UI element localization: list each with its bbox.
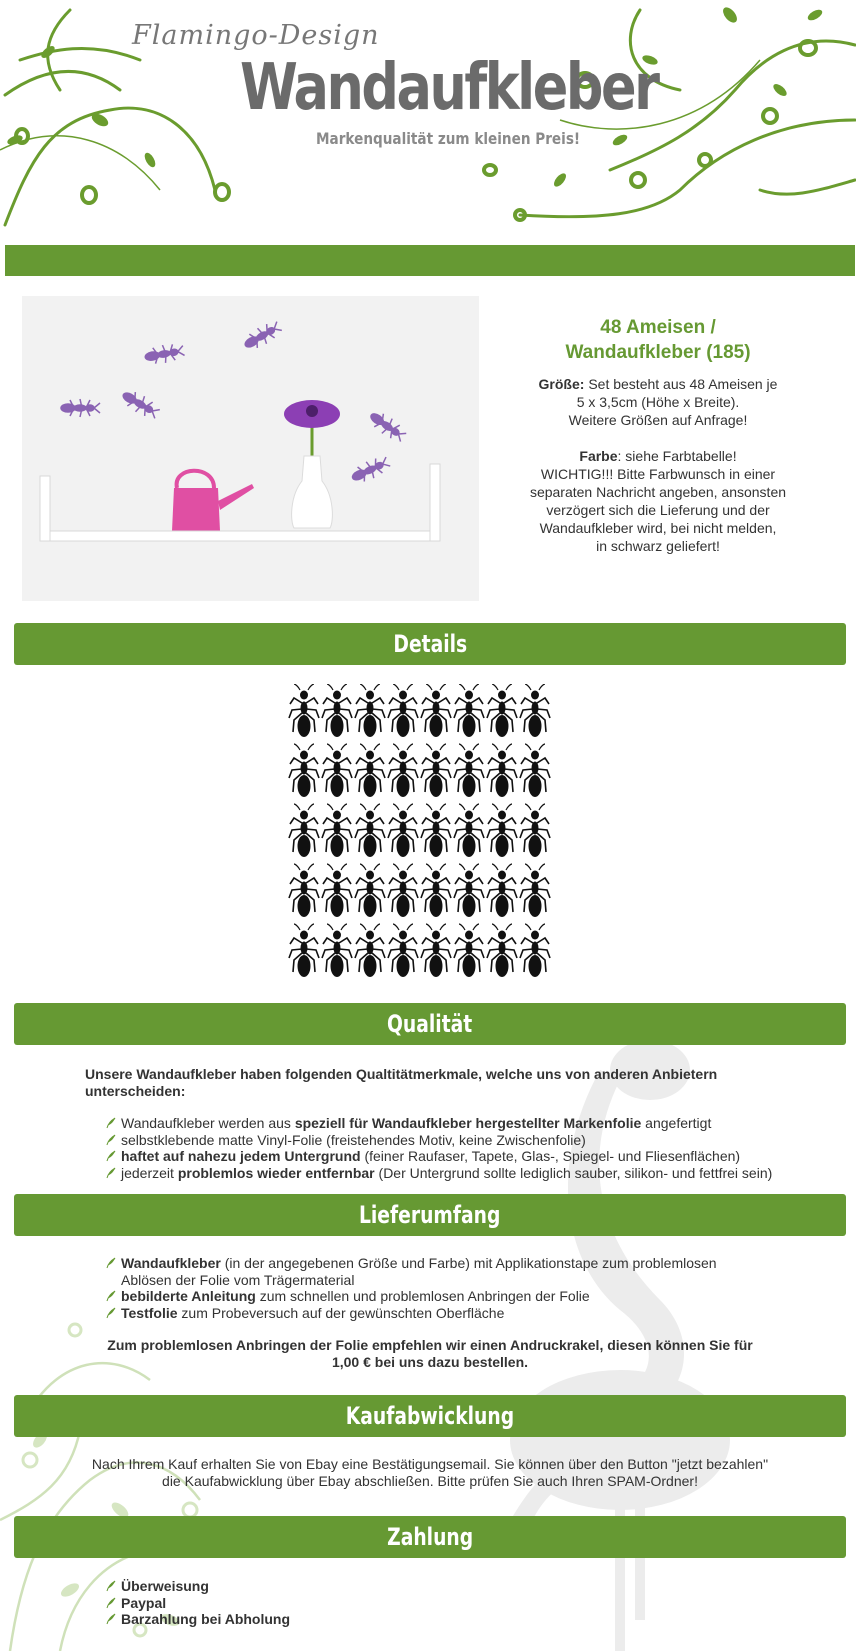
payment-list	[105, 1578, 505, 1628]
ant-sticker	[421, 744, 451, 797]
item-text: Wandaufkleber werden aus	[121, 1115, 295, 1131]
ant-sticker	[322, 684, 352, 737]
top-green-bar	[5, 245, 855, 276]
color-description	[510, 447, 806, 555]
item-text: zum schnellen und problemlosen Anbringen der Folie	[255, 1288, 590, 1304]
list-item	[105, 1165, 845, 1182]
section-title-zahlung: Zahlung	[386, 1523, 473, 1551]
leaf-icon	[105, 1167, 117, 1179]
ant-sticker	[454, 924, 484, 977]
list-item	[105, 1132, 845, 1149]
checkout-text	[30, 1456, 830, 1489]
leaf-icon	[105, 1290, 117, 1302]
payment-option: Überweisung	[121, 1578, 209, 1594]
ant-sticker	[520, 864, 550, 917]
leaf-icon	[105, 1597, 117, 1609]
squeegee-note	[60, 1337, 800, 1370]
leaf-icon	[105, 1117, 117, 1129]
ant-sticker	[322, 924, 352, 977]
ant-sticker	[289, 804, 319, 857]
section-title-kaufabwicklung: Kaufabwicklung	[345, 1402, 515, 1430]
ant-sticker	[388, 744, 418, 797]
leaf-icon	[105, 1613, 117, 1625]
leaf-icon	[105, 1150, 117, 1162]
ant-sticker	[355, 804, 385, 857]
list-item	[105, 1115, 845, 1132]
ant-sticker	[487, 804, 517, 857]
quality-intro	[85, 1066, 785, 1099]
brand-title: Wandaufkleber	[240, 51, 658, 125]
quality-intro-text: Unsere Wandaufkleber haben folgenden Qualtitätmerkmale, welche uns von anderen Anbietern unterscheiden:	[85, 1066, 718, 1099]
list-item	[105, 1148, 845, 1165]
ant-sticker	[487, 744, 517, 797]
size-description	[510, 375, 806, 429]
item-bold: Wandaufkleber	[121, 1255, 221, 1271]
delivery-list	[105, 1255, 765, 1321]
color-label: Farbe	[579, 448, 618, 464]
color-text: : siehe Farbtabelle!	[617, 448, 737, 464]
ant-sticker	[454, 864, 484, 917]
list-item	[105, 1288, 765, 1305]
list-item	[105, 1305, 765, 1322]
section-bar-kaufabwicklung	[14, 1395, 846, 1437]
section-title-details: Details	[393, 630, 467, 658]
list-item	[105, 1611, 505, 1628]
header	[0, 0, 856, 235]
item-text: angefertigt	[641, 1115, 712, 1131]
item-text: (Der Untergrund sollte lediglich sauber, silikon- und fettfrei sein)	[374, 1164, 773, 1181]
list-item	[105, 1255, 765, 1288]
color-warning-5: in schwarz geliefert!	[596, 538, 720, 554]
size-dimensions: 5 x 3,5cm (Höhe x Breite).	[576, 394, 740, 410]
ant-sticker	[289, 684, 319, 737]
color-warning-3: verzögert sich die Lieferung und der	[546, 502, 770, 518]
ant-sticker	[487, 864, 517, 917]
product-title-line1: 48 Ameisen /	[600, 317, 716, 338]
ant-sticker	[421, 804, 451, 857]
leaf-icon	[105, 1134, 117, 1146]
ant-sticker	[421, 684, 451, 737]
ant-sticker	[289, 864, 319, 917]
ant-sticker	[355, 744, 385, 797]
section-bar-qualitaet	[14, 1003, 846, 1045]
brand-slogan: Markenqualität zum kleinen Preis!	[316, 129, 581, 148]
section-title-lieferumfang: Lieferumfang	[359, 1201, 501, 1229]
ant-sticker	[487, 684, 517, 737]
section-bar-lieferumfang	[14, 1194, 846, 1236]
item-bold: bebilderte Anleitung	[121, 1288, 256, 1304]
ant-sticker	[322, 744, 352, 797]
section-bar-zahlung	[14, 1516, 846, 1558]
color-warning-4: Wandaufkleber wird, bei nicht melden,	[539, 520, 777, 536]
section-bar-details	[14, 623, 846, 665]
ant-sticker	[454, 804, 484, 857]
color-warning-2: separaten Nachricht angeben, ansonsten	[529, 484, 787, 500]
item-text: (feiner Raufaser, Tapete, Glas-, Spiegel- und Fliesenflächen)	[360, 1148, 741, 1164]
product-photo	[22, 296, 479, 601]
item-text: zum Probeversuch auf der gewünschten Oberfläche	[177, 1304, 505, 1321]
quality-list	[105, 1115, 845, 1181]
ant-sticker	[454, 684, 484, 737]
size-text: Set besteht aus 48 Ameisen je	[584, 376, 778, 392]
checkout-line2: die Kaufabwicklung über Ebay abschließen. Bitte prüfen Sie auch Ihren SPAM-Ordner!	[162, 1472, 698, 1489]
list-item	[105, 1595, 505, 1612]
ant-sticker	[322, 864, 352, 917]
item-text: selbstklebende matte Vinyl-Folie (freistehendes Motiv, keine Zwischenfolie)	[121, 1131, 586, 1148]
shelf-scene	[22, 296, 479, 601]
section-title-qualitaet: Qualität	[387, 1010, 473, 1038]
leaf-icon	[105, 1580, 117, 1592]
ant-sticker	[454, 744, 484, 797]
ant-sticker	[322, 804, 352, 857]
color-warning-1: WICHTIG!!! Bitte Farbwunsch in einer	[540, 466, 776, 482]
ant-sticker	[388, 804, 418, 857]
ant-sticker	[421, 864, 451, 917]
product-info	[510, 315, 806, 573]
checkout-line1: Nach Ihrem Kauf erhalten Sie von Ebay eine Bestätigungsemail. Sie können über den Button "jetzt bezahlen"	[91, 1456, 769, 1472]
product-title	[510, 315, 806, 365]
leaf-icon	[105, 1307, 117, 1319]
product-title-line2: Wandaufkleber (185)	[565, 342, 751, 363]
ant-sticker	[487, 924, 517, 977]
item-bold: Testfolie	[121, 1304, 178, 1321]
ant-sticker	[520, 684, 550, 737]
ant-sticker	[520, 804, 550, 857]
size-more: Weitere Größen auf Anfrage!	[568, 412, 748, 428]
ant-sticker	[520, 744, 550, 797]
item-bold: problemlos wieder entfernbar	[177, 1164, 375, 1181]
ant-sticker	[388, 684, 418, 737]
item-text: jederzeit	[121, 1164, 178, 1181]
ant-sticker	[355, 864, 385, 917]
ant-sticker	[388, 864, 418, 917]
list-item	[105, 1578, 505, 1595]
ant-sticker	[355, 924, 385, 977]
ant-grid-image	[288, 684, 570, 984]
squeegee-note-line2: 1,00 € bei uns dazu bestellen.	[331, 1353, 529, 1370]
squeegee-note-line1: Zum problemlosen Anbringen der Folie empfehlen wir einen Andruckrakel, diesen können Sie für	[107, 1337, 753, 1353]
size-label: Größe:	[538, 376, 585, 392]
payment-option: Paypal	[121, 1594, 167, 1611]
ant-sticker	[289, 924, 319, 977]
item-bold: speziell für Wandaufkleber hergestellter Markenfolie	[294, 1115, 642, 1131]
brand-script: Flamingo-Design	[132, 20, 380, 51]
payment-option: Barzahlung bei Abholung	[121, 1611, 291, 1627]
ant-sticker	[388, 924, 418, 977]
item-text: (in der angegebenen Größe und Farbe) mit Applikationstape zum problemlosen Ablösen der Folie vom Trägermaterial	[121, 1255, 717, 1288]
ant-sticker	[355, 684, 385, 737]
ant-sticker	[421, 924, 451, 977]
leaf-icon	[105, 1257, 117, 1269]
item-bold: haftet auf nahezu jedem Untergrund	[121, 1148, 361, 1164]
ant-sticker	[289, 744, 319, 797]
ant-sticker	[520, 924, 550, 977]
